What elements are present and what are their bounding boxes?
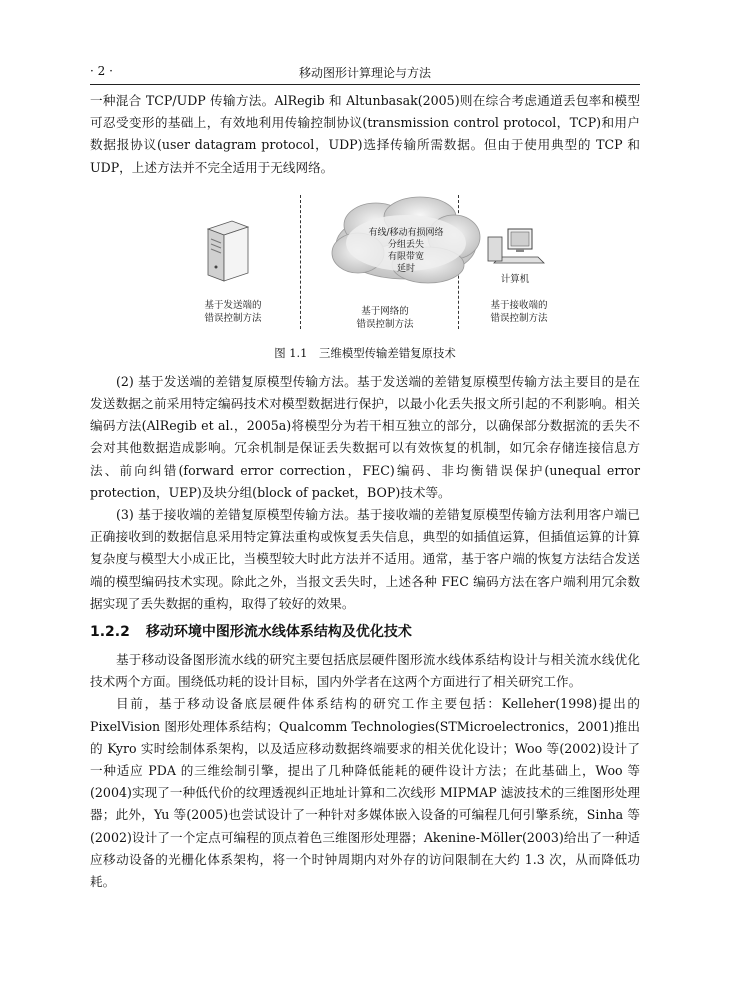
cloud-text	[328, 227, 484, 275]
sender-label	[188, 299, 278, 325]
server-icon	[202, 219, 252, 285]
page-number: · 2 ·	[90, 64, 113, 78]
section-number: 1.2.2	[90, 624, 130, 641]
network-label-line: 基于网络的	[361, 305, 409, 317]
caption-text: 三维模型传输差错复原技术	[319, 345, 456, 360]
divider-left	[300, 195, 301, 329]
network-label-line: 错误控制方法	[356, 318, 414, 330]
paragraph: 一种混合 TCP/UDP 传输方法。AlRegib 和 Altunbasak(2005)则在综合考虑通道丢包率和模型可忍受变形的基础上，有效地利用传输控制协议(transmission control protocol，TCP)和用户数据报协议(user datagram protocol，UDP)选择传输所需数据。但由于使用典型的 TCP 和 UDP，上述方法并不完全适用于无线网络。	[90, 93, 640, 175]
computer-label: 计算机	[500, 273, 530, 285]
figure-1-1	[90, 187, 640, 335]
receiver-label	[474, 299, 564, 325]
receiver-label-line: 基于接收端的	[490, 299, 548, 311]
caption-number: 图 1.1	[274, 345, 308, 360]
sender-label-line: 错误控制方法	[204, 312, 262, 324]
cloud-line: 延时	[396, 263, 415, 274]
cloud-line: 分组丢失	[387, 239, 424, 250]
paragraph: 基于移动设备图形流水线的研究主要包括底层硬件图形流水线体系结构设计与相关流水线优化技术两个方面。围绕低功耗的设计目标，国内外学者在这两个方面进行了相关研究工作。	[90, 652, 640, 690]
receiver-label-line: 错误控制方法	[490, 312, 548, 324]
cloud-line: 有限带宽	[387, 251, 424, 262]
figure-caption	[90, 345, 640, 361]
section-title: 移动环境中图形流水线体系结构及优化技术	[145, 624, 412, 641]
section-heading	[90, 621, 640, 643]
computer-icon	[486, 227, 546, 269]
paragraph: 目前，基于移动设备底层硬件体系结构的研究工作主要包括：Kelleher(1998)提出的 PixelVision 图形处理体系结构；Qualcomm Technologies(STMicroelectronics，2001)推出的 Kyro 实时绘制体系架构，以及适应移动数据终端要求的相关优化设计；Woo 等(2002)设计了一种适应 PDA 的三维绘制引擎，提出了几种降低能耗的硬件设计方法；在此基础上，Woo 等(2004)实现了一种低代价的纹理透视纠正地址计算和二次线形 MIPMAP 滤波技术的三维图形处理器；此外，Yu 等(2005)也尝试设计了一种针对多媒体嵌入设备的可编程几何引擎系统，Sinha 等(2002)设计了一个定点可编程的顶点着色三维图形处理器；Akenine-Möller(2003)给出了一种适应移动设备的光栅化体系架构，将一个时钟周期内对外存的访问限制在大约 1.3 次，从而降低功耗。	[90, 696, 640, 890]
paragraph: (3) 基于接收端的差错复原模型传输方法。基于接收端的差错复原模型传输方法利用客户端已正确接收到的数据信息采用特定算法重构或恢复丢失信息，典型的如插值运算，但插值运算的计算复杂度与模型大小成正比，当模型较大时此方法并不适用。通常，基于客户端的恢复方法结合发送端的模型编码技术实现。除此之外，当报文丢失时，上述各种 FEC 编码方法在客户端利用冗余数据实现了丢失数据的重构，取得了较好的效果。	[90, 507, 640, 611]
network-label	[340, 305, 430, 331]
cloud-line: 有线/移动有损网络	[368, 227, 444, 238]
page-header	[90, 62, 640, 85]
running-title: 移动图形计算理论与方法	[298, 66, 431, 80]
page-body	[90, 90, 640, 893]
paragraph: (2) 基于发送端的差错复原模型传输方法。基于发送端的差错复原模型传输方法主要目的是在发送数据之前采用特定编码技术对模型数据进行保护，以最小化丢失报文所引起的不利影响。相关编码方法(AlRegib et al.，2005a)将模型分为若干相互独立的部分，以确保部分数据流的丢失不会对其他数据造成影响。冗余机制是保证丢失数据可以有效恢复的机制，如冗余存储连接信息方法、前向纠错(forward error correction，FEC)编码、非均衡错误保护(unequal error protection，UEP)及块分组(block of packet，BOP)技术等。	[90, 373, 640, 500]
sender-label-line: 基于发送端的	[204, 299, 262, 311]
